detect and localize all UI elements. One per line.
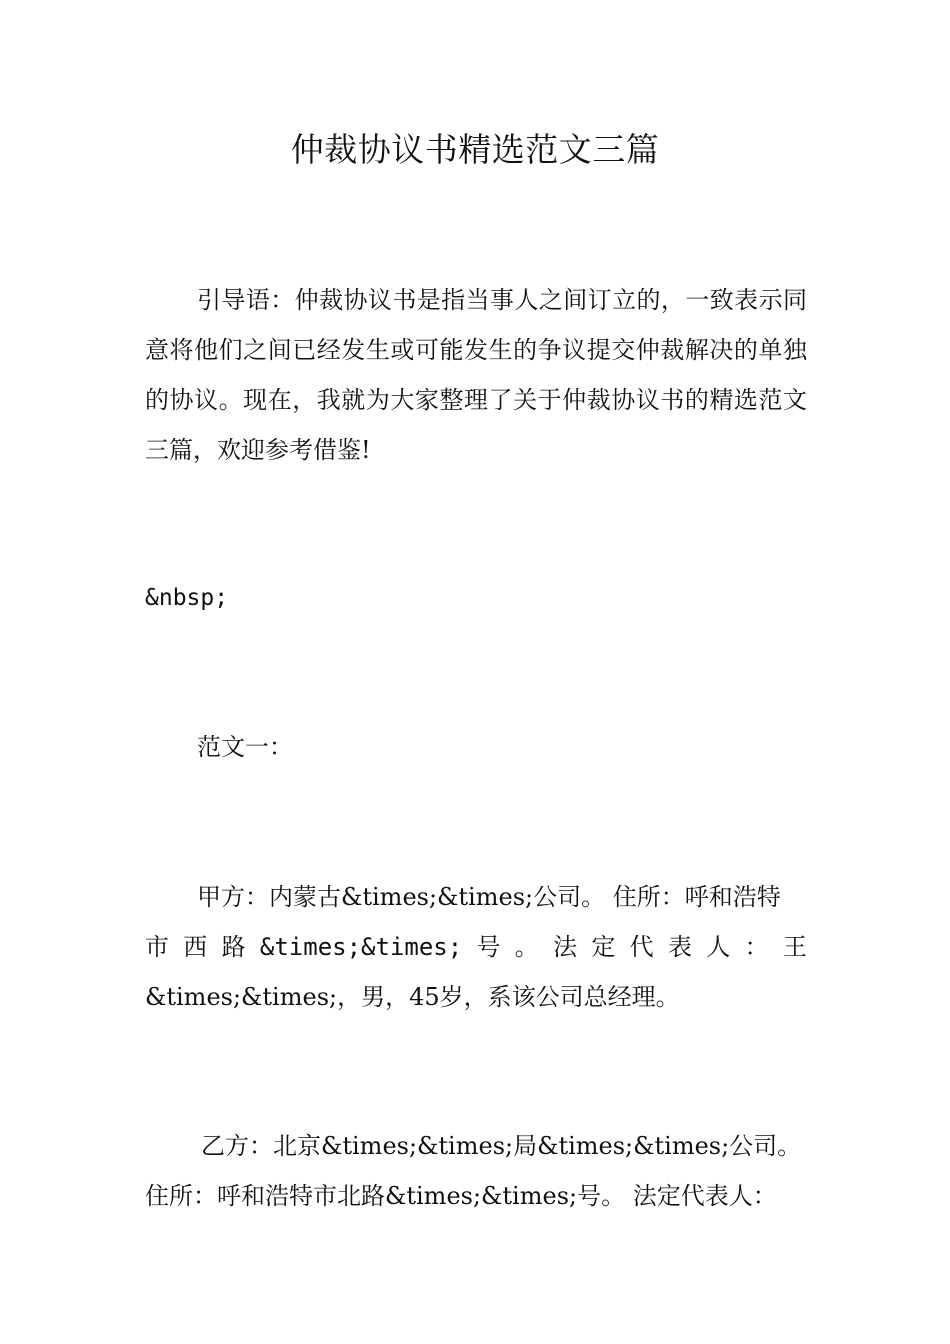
- party-a-token: 。: [514, 933, 539, 961]
- party-a-token: &times;&times;: [259, 933, 463, 961]
- party-a-token: 号: [476, 933, 501, 961]
- party-a-line3: &times;&times;，男，45岁，系该公司总经理。: [145, 983, 680, 1011]
- party-a-token: 王: [782, 933, 807, 961]
- party-a-token: 路: [221, 933, 246, 961]
- party-a-token: 表: [667, 933, 692, 961]
- party-a-paragraph: [145, 872, 807, 1022]
- party-a-line2: [145, 922, 807, 972]
- party-a-token: 定: [591, 933, 616, 961]
- party-a-token: ：: [744, 933, 769, 961]
- party-a-token: 代: [629, 933, 654, 961]
- party-a-token: 法: [553, 933, 578, 961]
- party-a-token: 市: [145, 933, 169, 961]
- party-a-token: 人: [706, 933, 731, 961]
- party-b-line2: 住所：呼和浩特市北路&times;&times;号。 法定代表人：: [145, 1182, 777, 1210]
- party-a-token: 西: [183, 933, 208, 961]
- document-title: 仲裁协议书精选范文三篇: [290, 130, 660, 169]
- sample-heading: 范文一：: [197, 733, 293, 761]
- party-b-line1: 乙方：北京&times;&times;局&times;&times;公司。: [201, 1132, 802, 1160]
- party-a-line1: 甲方：内蒙古&times;&times;公司。 住所：呼和浩特: [197, 883, 781, 911]
- party-b-paragraph: [145, 1121, 807, 1221]
- nbsp-text: &nbsp;: [145, 585, 229, 611]
- intro-paragraph: 引导语：仲裁协议书是指当事人之间订立的，一致表示同意将他们之间已经发生或可能发生的争议提交仲裁解决的单独的协议。现在，我就为大家整理了关于仲裁协议书的精选范文三篇，欢迎参考借鉴!: [145, 286, 807, 464]
